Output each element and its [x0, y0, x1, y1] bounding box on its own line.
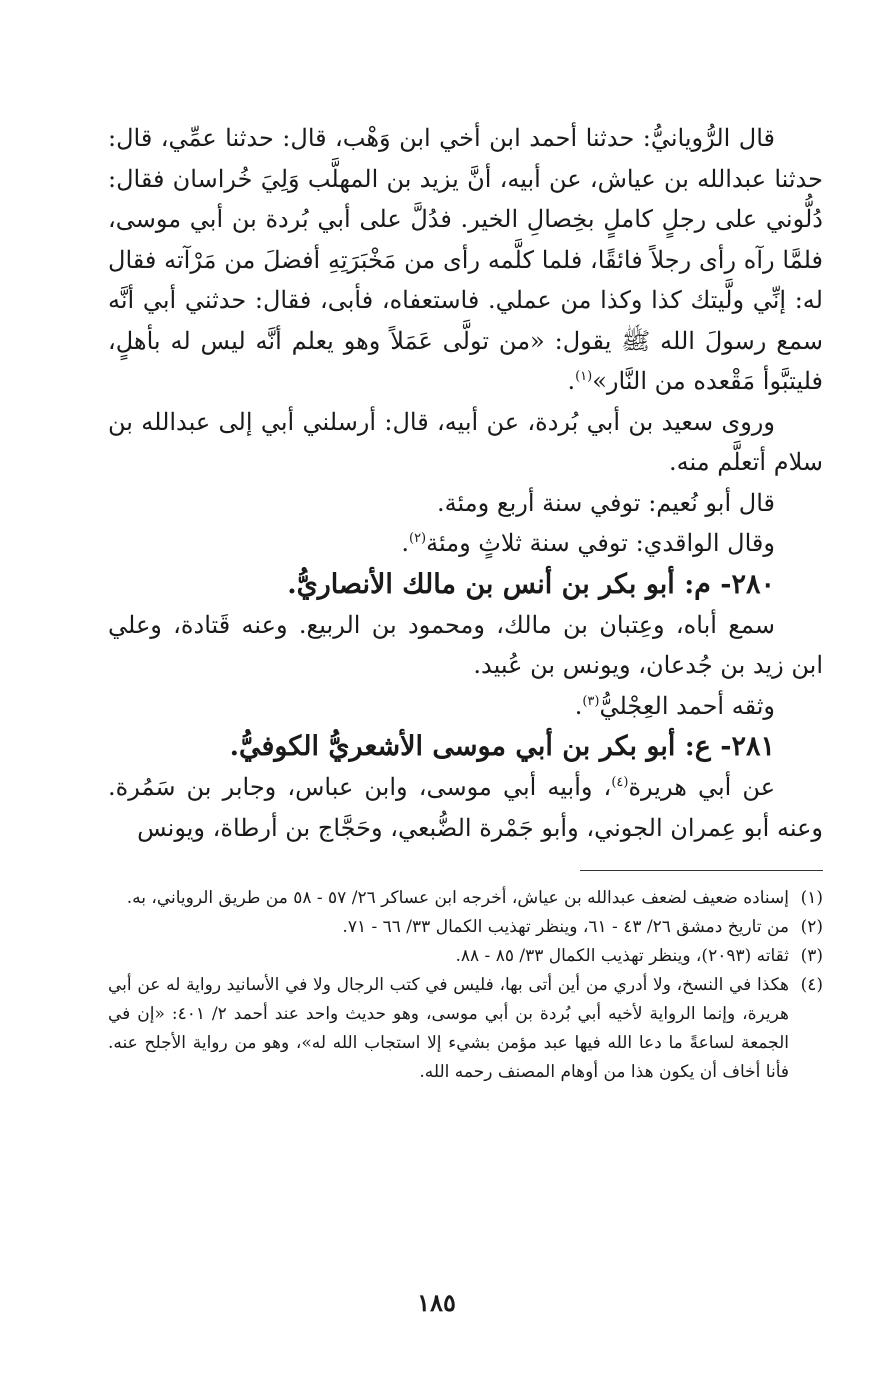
paragraph-abu-nuaym: قال أبو نُعيم: توفي سنة أربع ومئة. [437, 488, 775, 517]
paragraph-text: عن أبي هريرة [628, 773, 776, 801]
footnote-1 [108, 884, 823, 913]
footnote-number: (٤) [800, 975, 823, 995]
footnote-text: هكذا في النسخ، ولا أدري من أين أتى بها، فليس في كتب الرجال ولا في الأسانيد رواية له عن أبي هريرة، وإنما الرواية لأخيه أبي بُردة بن أبي موسى، وهو حديث واحد عند أحمد ٢/ ٤٠١: «إن في الجمعة لساعةً ما دعا الله فيها عبد مؤمن بشيء إلا استجاب الله له»، وهو من رواية الأجلح عنه. فأنا أخاف أن يكون هذا من أوهام المصنف رحمه الله. [108, 975, 789, 1082]
entry-heading-281: ٢٨١- ع: أبو بكر بن أبي موسى الأشعريُّ الكوفيُّ. [229, 731, 775, 762]
footnote-ref-1[interactable]: (١) [575, 369, 593, 384]
footnote-ref-3[interactable]: (٣) [582, 693, 600, 709]
footnote-ref-2[interactable]: (٢) [408, 531, 427, 546]
footnote-number: (٣) [800, 946, 823, 966]
paragraph-ruyani: قال الرُّويانيُّ: حدثنا أحمد ابن أخي ابن وَهْب، قال: حدثنا عمِّي، قال: حدثنا عبدالله بن عياش، عن أبيه، أنَّ يزيد بن المهلَّب وَلِيَ خُراسان فقال: دُلُّوني على رجلٍ كاملٍ بخِصالِ الخير. فدُلَّ على أبي بُردة بن أبي موسى، فلمَّا رآه رأى رجلاً فائقًا، فلما كلَّمه رأى من مَخْبَرَتِهِ أفضلَ من مَرْآته فقال له: إنِّي ولَّيتك كذا وكذا من عملي. فاستعفاه، فأبى، فقال: حدثني أبي أنَّه سمع رسولَ الله ﷺ يقول: «من تولَّى عَمَلاً وهو يعلم أنَّه ليس له بأهلٍ، فليتبَّوأ مَقْعده من النَّار»$^{(١)}$. [108, 124, 823, 395]
footnote-number: (١) [800, 888, 823, 908]
footnote-divider [580, 870, 823, 871]
page-number: ١٨٥ [417, 1288, 456, 1317]
paragraph-text: قال الرُّويانيُّ: حدثنا أحمد ابن أخي ابن وَهْب، قال: حدثنا عمِّي، قال: حدثنا عبدالله بن عياش، عن أبيه، أنَّ يزيد بن المهلَّب وَلِيَ خُراسان فقال: دُلُّوني على رجلٍ كاملٍ بخِصالِ الخير. فدُلَّ على أبي بُردة بن أبي موسى، فلمَّا رآه رأى رجلاً فائقًا، فلما كلَّمه رأى من مَخْبَرَتِهِ أفضلَ من مَرْآته فقال له: إنِّي ولَّيتك كذا وكذا من عملي. فاستعفاه، فأبى، فقال: حدثني أبي أنَّه سمع رسولَ الله ﷺ يقول: «من تولَّى عَمَلاً وهو يعلم أنَّه ليس له بأهلٍ، فليتبَّوأ مَقْعده من النَّار» [108, 124, 823, 395]
footnote-2 [108, 913, 823, 942]
footnote-ref-4[interactable]: (٤) [611, 775, 629, 790]
entry-heading-280: ٢٨٠- م: أبو بكر بن أنس بن مالك الأنصاريُّ. [287, 568, 775, 600]
paragraph-text: وقال الواقدي: توفي سنة ثلاثٍ ومئة [426, 529, 775, 557]
paragraph-entry-280: سمع أباه، وعِتبان بن مالك، ومحمود بن الربيع. وعنه قَتادة، وعلي ابن زيد بن جُدعان، ويونس بن عُبيد. [108, 610, 823, 679]
paragraph-said: وروى سعيد بن أبي بُردة، عن أبيه، قال: أرسلني أبي إلى عبدالله بن سلام أتعلَّم منه. [108, 407, 823, 476]
main-text [108, 118, 823, 848]
paragraph-text: ، وأبيه أبي موسى، وابن عباس، وجابر بن سَمُرة. وعنه أبو عِمران الجوني، وأبو جَمْرة الضُّبعي، وحَجَّاج بن أرطاة، ويونس [108, 773, 823, 842]
paragraph-ijli: وثقه أحمد العِجْليُّ$^{(٣)}$. [574, 691, 775, 720]
footnote-text: ثقاته (٢٠٩٣)، وينظر تهذيب الكمال ٣٣/ ٨٥ - ٨٨. [455, 946, 789, 966]
paragraph-entry-281 [108, 767, 823, 848]
paragraph-waqidi: وقال الواقدي: توفي سنة ثلاثٍ ومئة$^{(٢)}$. [401, 529, 775, 557]
footnote-text: من تاريخ دمشق ٢٦/ ٤٣ - ٦١، وينظر تهذيب الكمال ٣٣/ ٦٦ - ٧١. [342, 917, 789, 937]
footnotes [108, 884, 823, 1087]
footnote-4 [108, 971, 823, 1087]
paragraph-text: وثقه أحمد العِجْليُّ [599, 691, 775, 720]
footnote-3 [108, 942, 823, 971]
footnote-text: إسناده ضعيف لضعف عبدالله بن عياش، أخرجه ابن عساكر ٢٦/ ٥٧ - ٥٨ من طريق الروياني، به. [126, 888, 789, 908]
footnote-number: (٢) [800, 917, 823, 937]
